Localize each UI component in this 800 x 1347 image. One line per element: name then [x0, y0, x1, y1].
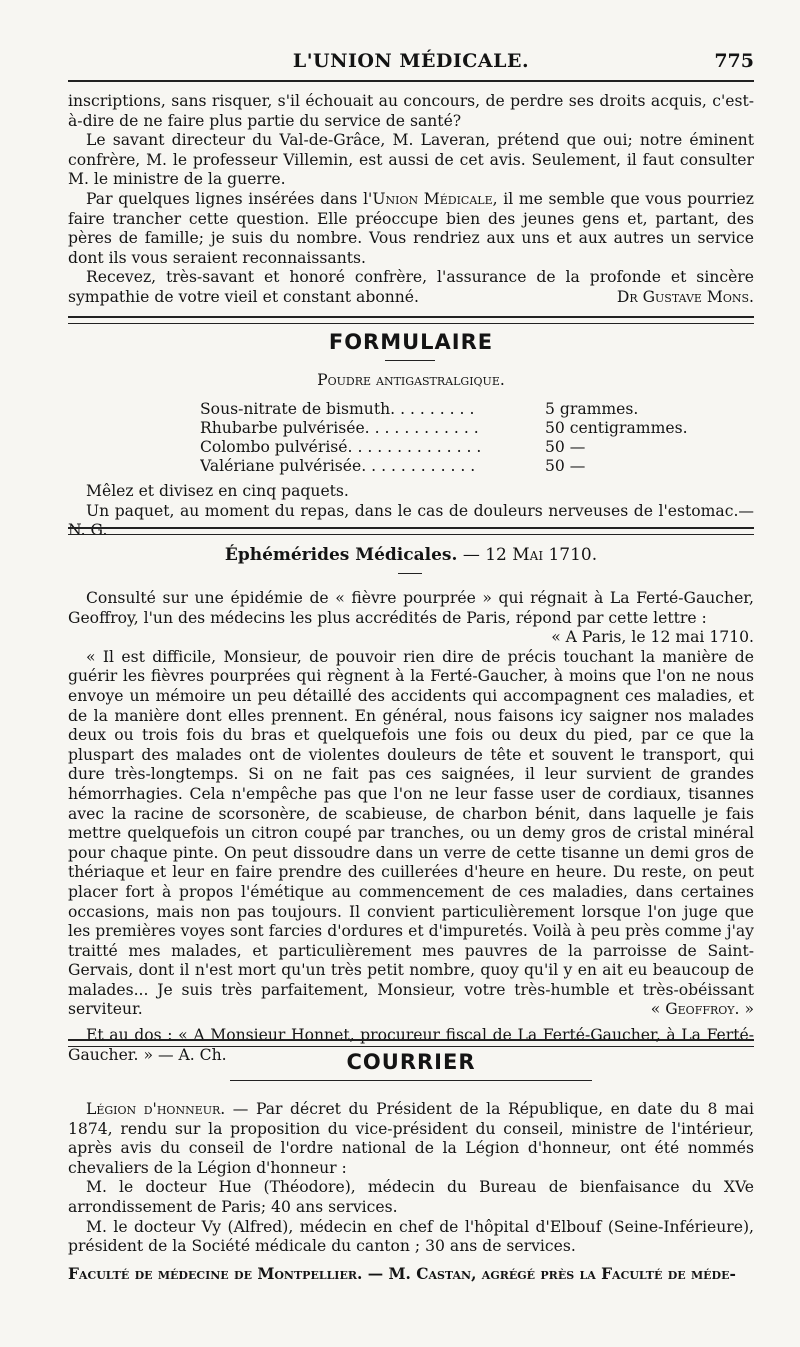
courrier-section — [68, 1100, 754, 1257]
ingredient-row — [200, 438, 740, 457]
ephemerides-date: — 12 Mai 1710. — [462, 545, 598, 565]
ingredient-row — [200, 400, 740, 419]
formulaire-title: FORMULAIRE — [328, 330, 494, 354]
faculty-line: Faculté de médecine de Montpellier. — M. Castan, agrégé près la Faculté de méde- — [68, 1265, 736, 1283]
ephemerides-intro: Consulté sur une épidémie de « fièvre pourprée » qui régnait à La Ferté-Gaucher, Geoffroy, l'un des médecins les plus accrédités de Paris, répond par cette lettre : — [68, 589, 754, 627]
ephemerides-title: Éphémérides Médicales. — [224, 545, 458, 565]
journal-name-smallcaps: Union Médicale — [372, 189, 493, 208]
ingredient-qty: 50 — — [545, 438, 586, 456]
page-number: 775 — [714, 50, 754, 72]
ingredient-qty: 5 grammes. — [545, 400, 639, 418]
ingredient-qty: 50 — — [545, 457, 586, 475]
letter-dateline: « A Paris, le 12 mai 1710. — [551, 628, 754, 647]
ingredient-name: Sous-nitrate de bismuth. . . . . . . . . — [200, 400, 475, 418]
instruction-line: Mêlez et divisez en cinq paquets. — [86, 482, 349, 500]
section-rule — [68, 1039, 754, 1047]
ephemerides-section — [68, 589, 754, 1065]
ephemerides-heading — [68, 545, 754, 565]
running-head — [68, 50, 754, 76]
ingredient-row — [200, 419, 740, 438]
letter-text: Par quelques lignes insérées dans l' — [86, 189, 373, 208]
title-underline — [385, 360, 435, 361]
letter-section — [68, 92, 754, 308]
legion-text: — Par décret du Président de la République, en date du 8 mai 1874, rendu sur la proposition du vice-président du conseil, ministre de l'intérieur, après avis du conseil de l'ordre national de la Légion d'honneur, ont été nommés chevaliers de la Légion d'honneur : — [68, 1100, 754, 1177]
letter-address: Et au dos : « A Monsieur Honnet, procureur fiscal de La Ferté-Gaucher, à La Ferté-Gaucher. » — A. Ch. — [68, 1026, 754, 1064]
letter-paragraph: inscriptions, sans risquer, s'il échouait au concours, de perdre ses droits acquis, c'est-à-dire de ne faire plus partie du service de santé? — [68, 92, 754, 130]
section-rule — [68, 527, 754, 535]
courrier-item: M. le docteur Hue (Théodore), médecin du Bureau de bienfaisance du XVe arrondissement de Paris; 40 ans services. — [68, 1178, 754, 1216]
title-underline — [398, 573, 422, 574]
letter-signature: Dr Gustave Mons. — [616, 287, 754, 306]
letter-signoff: « Geoffroy. » — [650, 1000, 754, 1019]
title-underline — [230, 1080, 592, 1081]
letter-paragraph — [68, 190, 754, 268]
recipe-title-wrap — [68, 371, 754, 391]
ingredient-row — [200, 457, 740, 476]
instruction-line: Un paquet, au moment du repas, dans le cas de douleurs nerveuses de l'estomac.—N. G. — [68, 501, 754, 540]
letter-paragraph — [68, 268, 754, 307]
recipe-title: Poudre antigastralgique. — [317, 371, 505, 389]
legion-paragraph — [68, 1100, 754, 1178]
courrier-item: M. le docteur Vy (Alfred), médecin en chef de l'hôpital d'Elbouf (Seine-Inférieure), président de la Société médicale du canton ; 30 ans de services. — [68, 1217, 754, 1256]
letter-text: Recevez, très-savant et honoré confrère, l'assurance de la profonde et sincère sympathie de votre vieil et constant abonné. — [68, 268, 754, 306]
recipe-ingredients — [200, 400, 740, 476]
ingredient-name: Rhubarbe pulvérisée. . . . . . . . . . . . — [200, 419, 479, 437]
journal-title: L'UNION MÉDICALE. — [292, 50, 530, 72]
letter-paragraph: Le savant directeur du Val-de-Grâce, M. Laveran, prétend que oui; notre éminent confrère, M. le professeur Villemin, est aussi de cet avis. Seulement, il faut consulter M. le ministre de la guerre. — [68, 131, 754, 189]
ephemerides-letter-body: « Il est difficile, Monsieur, de pouvoir rien dire de précis touchant la manière de guérir les fièvres pourprées qui règnent à la Ferté-Gaucher, à moins que l'on ne nous envoye un mémoire un peu détaillé des accidents qui accompagnent ces maladies, et de la manière dont elles prennent. En général, nous faisons icy saigner nos malades deux ou trois fois du bras et quelquefois une fois ou deux du pied, par ce que la pluspart des malades ont de violentes douleurs de tête et souvent le transport, qui dure très-longtemps. Si on ne fait pas ces saignées, il leur survient de grandes hémorrhagies. Cela n'empêche pas que l'on ne leur fasse user de cordiaux, tisannes avec la racine de scorsonère, de scabieuse, de charbon bénit, dans laquelle je fais mettre quelquefois un citron coupé par tranches, ou un demy gros de cristal minéral pour chaque pinte. On peut dissoudre dans un verre de cette tisanne un demi gros de thériaque et leur en faire prendre des cuillerées d'heure en heure. Du reste, on peut placer fort à propos l'émétique au commencement de ces maladies, dans certaines occasions, mais non pas toujours. Il convient particulièrement lorsque l'on juge que les premières voyes sont farcies d'ordures et d'impuretés. Voilà à peu près comme j'ay traitté mes malades, et particulièrement mes pauvres de la parroisse de Saint-Gervais, dont il n'est mort qu'un très petit nombre, quoy qu'il y en ait eu beaucoup de malades... Je suis très parfaitement, Monsieur, votre très-humble et très-obéissant serviteur. — [68, 647, 754, 1019]
ingredient-name: Valériane pulvérisée. . . . . . . . . . . . — [200, 457, 476, 475]
courrier-title: COURRIER — [346, 1050, 476, 1074]
letter-text: , il me semble que vous pourriez faire trancher cette question. Elle préoccupe bien des jeunes gens et, partant, des pères de famille; je suis du nombre. Vous rendriez aux uns et aux autres un service dont ils vous seraient reconnaissants. — [68, 189, 754, 267]
ingredient-name: Colombo pulvérisé. . . . . . . . . . . . . . — [200, 438, 482, 456]
header-rule — [68, 80, 754, 82]
legion-label: Légion d'honneur. — [86, 1100, 226, 1118]
ingredient-qty: 50 centigrammes. — [545, 419, 688, 437]
section-rule — [68, 316, 754, 324]
